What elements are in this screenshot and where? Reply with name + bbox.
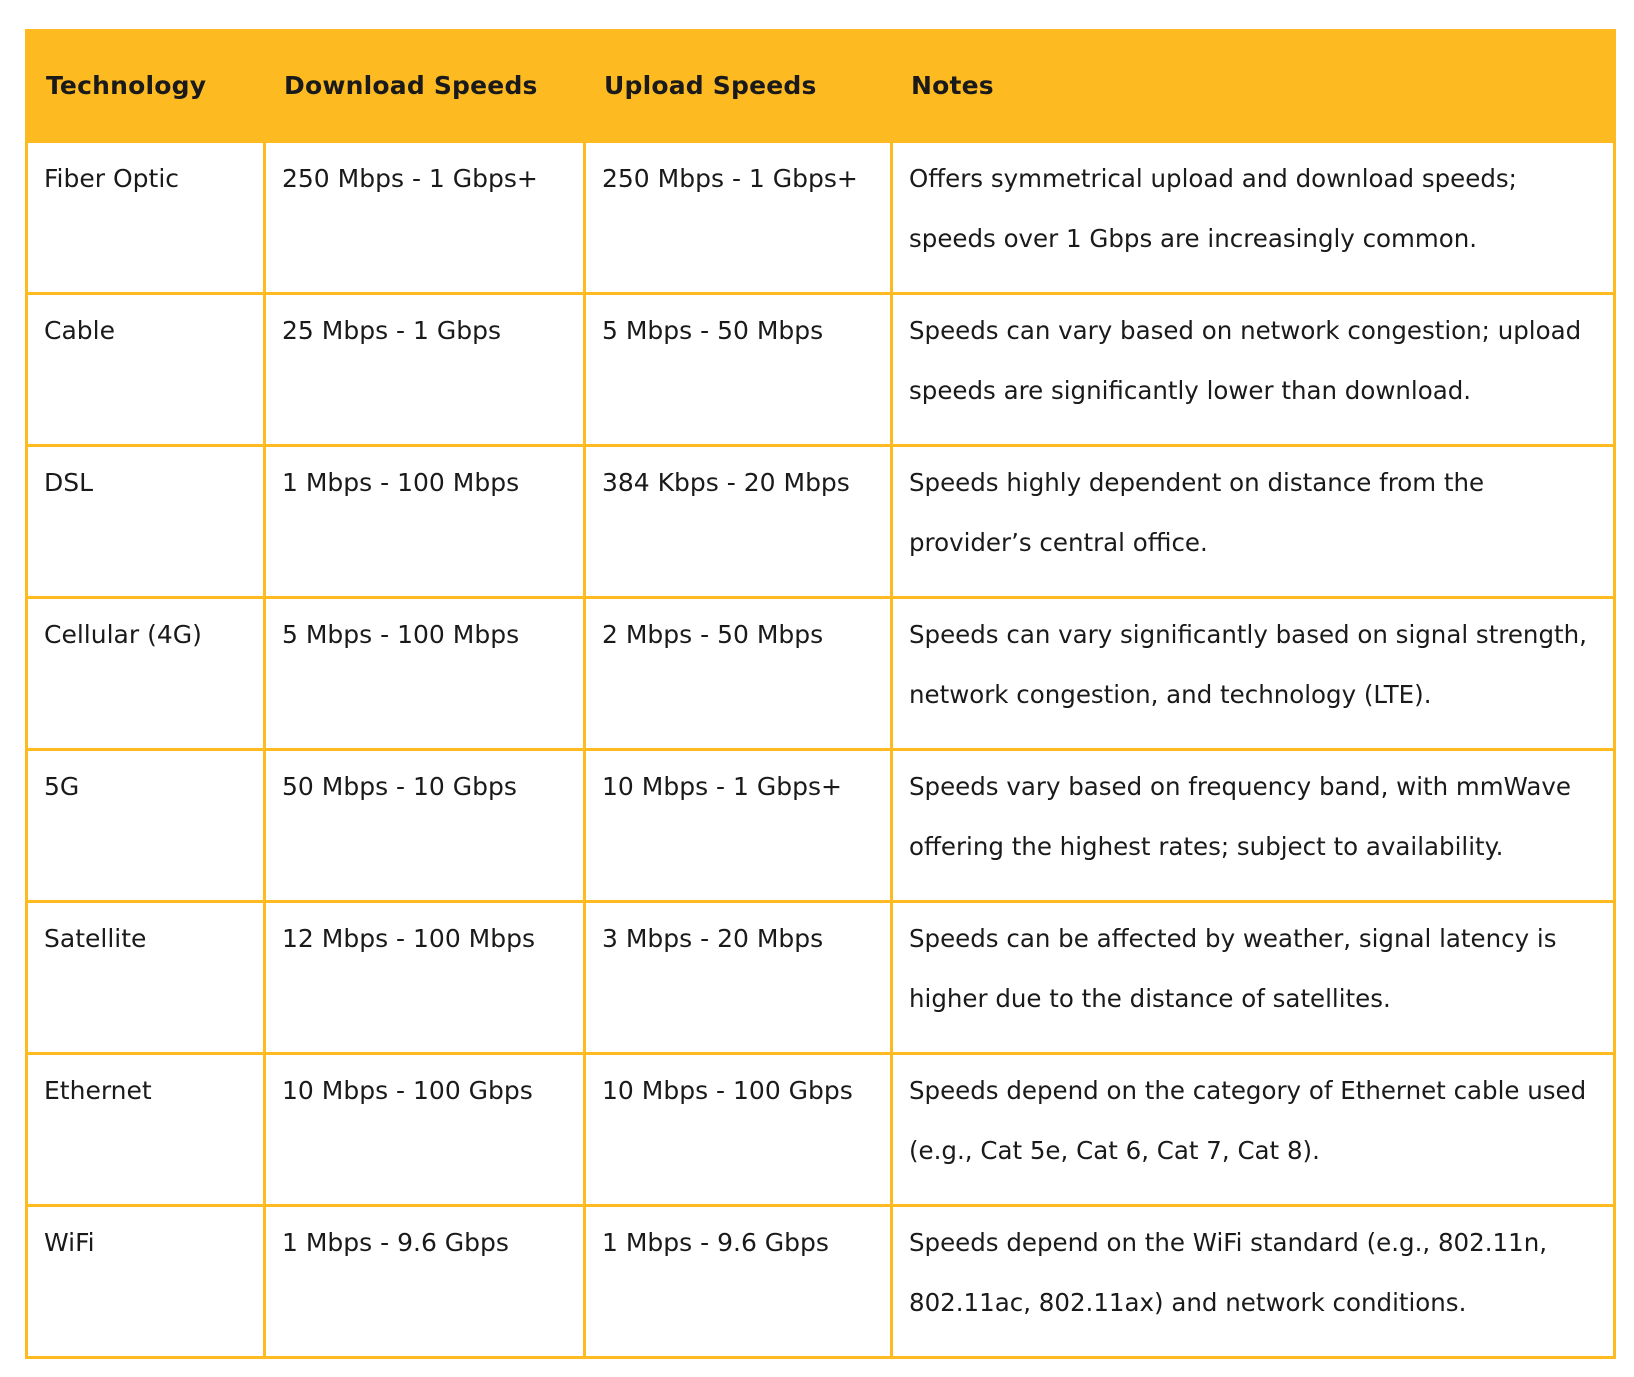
cell-download: 1 Mbps - 100 Mbps [265, 446, 585, 598]
cell-technology: Fiber Optic [27, 142, 265, 294]
table-row [27, 902, 1615, 1054]
cell-notes: Speeds can be affected by weather, signal latency is higher due to the distance of satellites. [892, 902, 1615, 1054]
table-body [27, 142, 1615, 1358]
cell-download: 5 Mbps - 100 Mbps [265, 598, 585, 750]
cell-technology: Cellular (4G) [27, 598, 265, 750]
table-row [27, 750, 1615, 902]
cell-technology: Satellite [27, 902, 265, 1054]
header-upload-speeds: Upload Speeds [585, 31, 892, 142]
cell-technology: WiFi [27, 1206, 265, 1358]
cell-download: 1 Mbps - 9.6 Gbps [265, 1206, 585, 1358]
table-row [27, 294, 1615, 446]
cell-download: 250 Mbps - 1 Gbps+ [265, 142, 585, 294]
cell-notes: Speeds highly dependent on distance from the provider’s central office. [892, 446, 1615, 598]
cell-upload: 5 Mbps - 50 Mbps [585, 294, 892, 446]
cell-upload: 384 Kbps - 20 Mbps [585, 446, 892, 598]
cell-technology: Ethernet [27, 1054, 265, 1206]
cell-download: 10 Mbps - 100 Gbps [265, 1054, 585, 1206]
header-technology: Technology [27, 31, 265, 142]
table-header [27, 31, 1615, 142]
cell-notes: Speeds can vary significantly based on signal strength, network congestion, and technology (LTE). [892, 598, 1615, 750]
header-row [27, 31, 1615, 142]
cell-notes: Speeds depend on the WiFi standard (e.g., 802.11n, 802.11ac, 802.11ax) and network conditions. [892, 1206, 1615, 1358]
table-row [27, 1206, 1615, 1358]
table-row [27, 446, 1615, 598]
cell-upload: 3 Mbps - 20 Mbps [585, 902, 892, 1054]
cell-notes: Speeds vary based on frequency band, with mmWave offering the highest rates; subject to availability. [892, 750, 1615, 902]
cell-download: 50 Mbps - 10 Gbps [265, 750, 585, 902]
cell-upload: 250 Mbps - 1 Gbps+ [585, 142, 892, 294]
cell-upload: 10 Mbps - 1 Gbps+ [585, 750, 892, 902]
cell-notes: Speeds can vary based on network congestion; upload speeds are significantly lower than download. [892, 294, 1615, 446]
header-download-speeds: Download Speeds [265, 31, 585, 142]
cell-download: 25 Mbps - 1 Gbps [265, 294, 585, 446]
cell-upload: 2 Mbps - 50 Mbps [585, 598, 892, 750]
table-row [27, 598, 1615, 750]
header-notes: Notes [892, 31, 1615, 142]
table-row [27, 1054, 1615, 1206]
table-row [27, 142, 1615, 294]
cell-upload: 1 Mbps - 9.6 Gbps [585, 1206, 892, 1358]
cell-notes: Speeds depend on the category of Ethernet cable used (e.g., Cat 5e, Cat 6, Cat 7, Cat 8). [892, 1054, 1615, 1206]
cell-technology: DSL [27, 446, 265, 598]
cell-upload: 10 Mbps - 100 Gbps [585, 1054, 892, 1206]
cell-download: 12 Mbps - 100 Mbps [265, 902, 585, 1054]
internet-speed-table [25, 29, 1616, 1359]
cell-technology: Cable [27, 294, 265, 446]
cell-notes: Offers symmetrical upload and download speeds; speeds over 1 Gbps are increasingly common. [892, 142, 1615, 294]
cell-technology: 5G [27, 750, 265, 902]
